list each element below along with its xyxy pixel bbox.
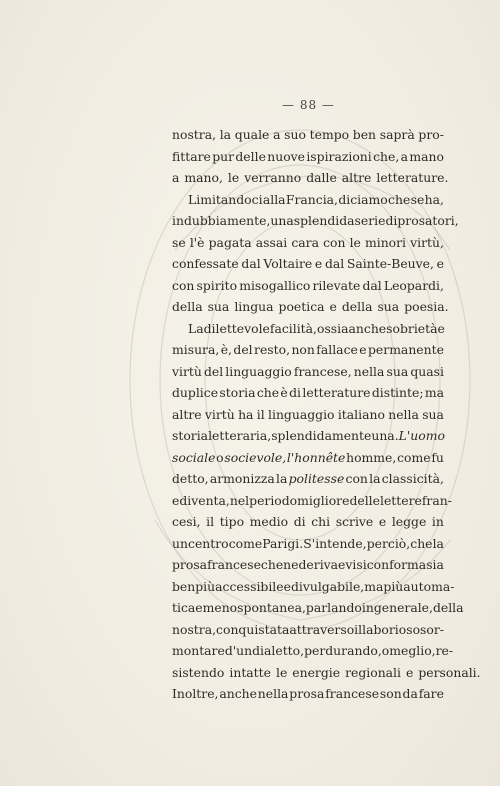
text-line: e diventa, nel periodo migliore delle lettere fran- bbox=[172, 492, 452, 508]
text-line: a mano, le verranno dalle altre letterature. bbox=[172, 170, 449, 185]
text-line: con spirito misogallico rilevate dal Leopardi, bbox=[172, 277, 444, 293]
text-line: un centro come Parigi. S' intende, perciò, che la bbox=[172, 535, 444, 551]
text-line: La dilettevole facilità, ossia anche sobrietà e bbox=[188, 320, 445, 336]
text-line: virtù del linguaggio francese, nella sua quasi bbox=[172, 363, 444, 379]
text-line: storia letteraria, splendidamente una. L'uomo bbox=[172, 428, 445, 443]
text-line: cesi, il tipo medio di chi scrive e legge in bbox=[172, 514, 444, 529]
text-line: tica e meno spontanea, parlando in generale, della bbox=[172, 600, 464, 615]
text-line: nostra, conquistata attraverso il laborioso sor- bbox=[172, 621, 444, 637]
text-line: montare d'un dialetto, perdurando, o meglio, re- bbox=[172, 643, 454, 658]
text-line: della sua lingua poetica e della sua poesia. bbox=[172, 299, 449, 314]
text-line: se l'è pagata assai cara con le minori virtù, bbox=[172, 234, 444, 250]
text-line: confessate dal Voltaire e dal Sainte-Beuve, e bbox=[172, 256, 444, 271]
text-line: indubbiamente, una splendida serie di prosatori, bbox=[172, 213, 459, 228]
text-line: fittare pur delle nuove ispirazioni che, a mano bbox=[172, 148, 444, 164]
page-number: — 88 — bbox=[282, 98, 335, 112]
text-line: sistendo intatte le energie regionali e personali. bbox=[172, 664, 481, 680]
body-text bbox=[172, 124, 481, 705]
text-line: detto, armonizza la politesse con la classicità, bbox=[172, 471, 444, 486]
text-line: ben più accessibile e divulgabile, ma più automa- bbox=[172, 578, 455, 594]
text-line: altre virtù ha il linguaggio italiano nella sua bbox=[172, 406, 444, 422]
text-line: duplice storia che è di letterature distinte; ma bbox=[172, 385, 444, 400]
text-line: Limitandoci alla Francia, diciamo che se ha, bbox=[188, 191, 444, 207]
text-line: sociale o socievole, l'honnête homme, come fu bbox=[172, 449, 444, 465]
text-line: Inoltre, anche nella prosa francese son da fare bbox=[172, 686, 444, 701]
text-line: prosa francese che ne deriva e vi si conforma sia bbox=[172, 557, 444, 572]
text-line: nostra, la quale a suo tempo ben saprà pro- bbox=[172, 127, 444, 142]
text-line: misura, è, del resto, non fallace e permanente bbox=[172, 342, 444, 357]
